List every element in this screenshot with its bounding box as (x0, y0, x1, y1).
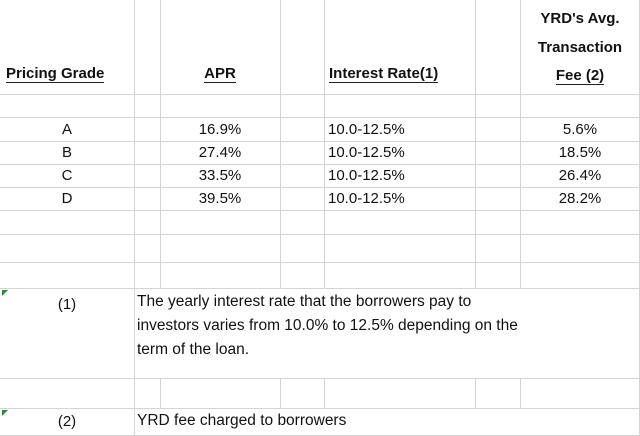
note-marker: (1) (57, 296, 77, 313)
cell-fee: 26.4% (558, 167, 602, 184)
note-line: The yearly interest rate that the borrowers pay to (137, 293, 472, 310)
note-line: term of the loan. (137, 341, 250, 358)
cell-grade: C (61, 167, 73, 184)
gridline (0, 234, 640, 235)
cell-grade: A (61, 121, 72, 138)
header-avg-fee-line3-text: Fee (2) (555, 67, 605, 84)
header-apr-label: APR (204, 65, 236, 82)
header-avg-fee-line2: Transaction (537, 39, 623, 56)
note-line: YRD fee charged to borrowers (137, 412, 347, 429)
cell-rate: 10.0-12.5% (328, 190, 405, 207)
cell-apr: 33.5% (198, 167, 242, 184)
gridline (475, 0, 476, 288)
note-line: investors varies from 10.0% to 12.5% depending on the (137, 317, 518, 334)
gridline (0, 288, 640, 289)
cell-apr: 16.9% (198, 121, 242, 138)
cell-apr: 27.4% (198, 144, 242, 161)
gridline (134, 0, 135, 288)
header-pricing-grade (6, 62, 104, 85)
cell-rate: 10.0-12.5% (328, 167, 405, 184)
cell-rate: 10.0-12.5% (328, 121, 405, 138)
header-apr (160, 62, 280, 85)
note-text (137, 290, 637, 362)
header-interest-rate-label: Interest Rate(1) (329, 65, 439, 82)
cell-apr: 39.5% (198, 190, 242, 207)
gridline (280, 378, 281, 408)
gridline (475, 378, 476, 408)
cell-fee: 28.2% (558, 190, 602, 207)
header-interest-rate (329, 62, 438, 85)
cell-grade: B (61, 144, 72, 161)
gridline (280, 0, 281, 288)
cell-fee: 18.5% (558, 144, 602, 161)
gridline (134, 288, 135, 436)
header-avg-fee-line1: YRD's Avg. (540, 10, 620, 27)
gridline (324, 0, 325, 288)
gridline (324, 378, 325, 408)
gridline (160, 378, 161, 408)
gridline (0, 94, 640, 95)
note-marker: (2) (57, 413, 77, 430)
header-avg-fee (520, 4, 640, 89)
cell-fee: 5.6% (562, 121, 598, 138)
gridline (0, 378, 640, 379)
header-avg-fee-line3 (520, 62, 640, 89)
cell-rate: 10.0-12.5% (328, 144, 405, 161)
header-pricing-grade-label: Pricing Grade (6, 65, 105, 82)
gridline (0, 210, 640, 211)
gridline (520, 378, 521, 408)
note-text (137, 409, 637, 433)
cell-grade: D (61, 190, 73, 207)
gridline (0, 262, 640, 263)
